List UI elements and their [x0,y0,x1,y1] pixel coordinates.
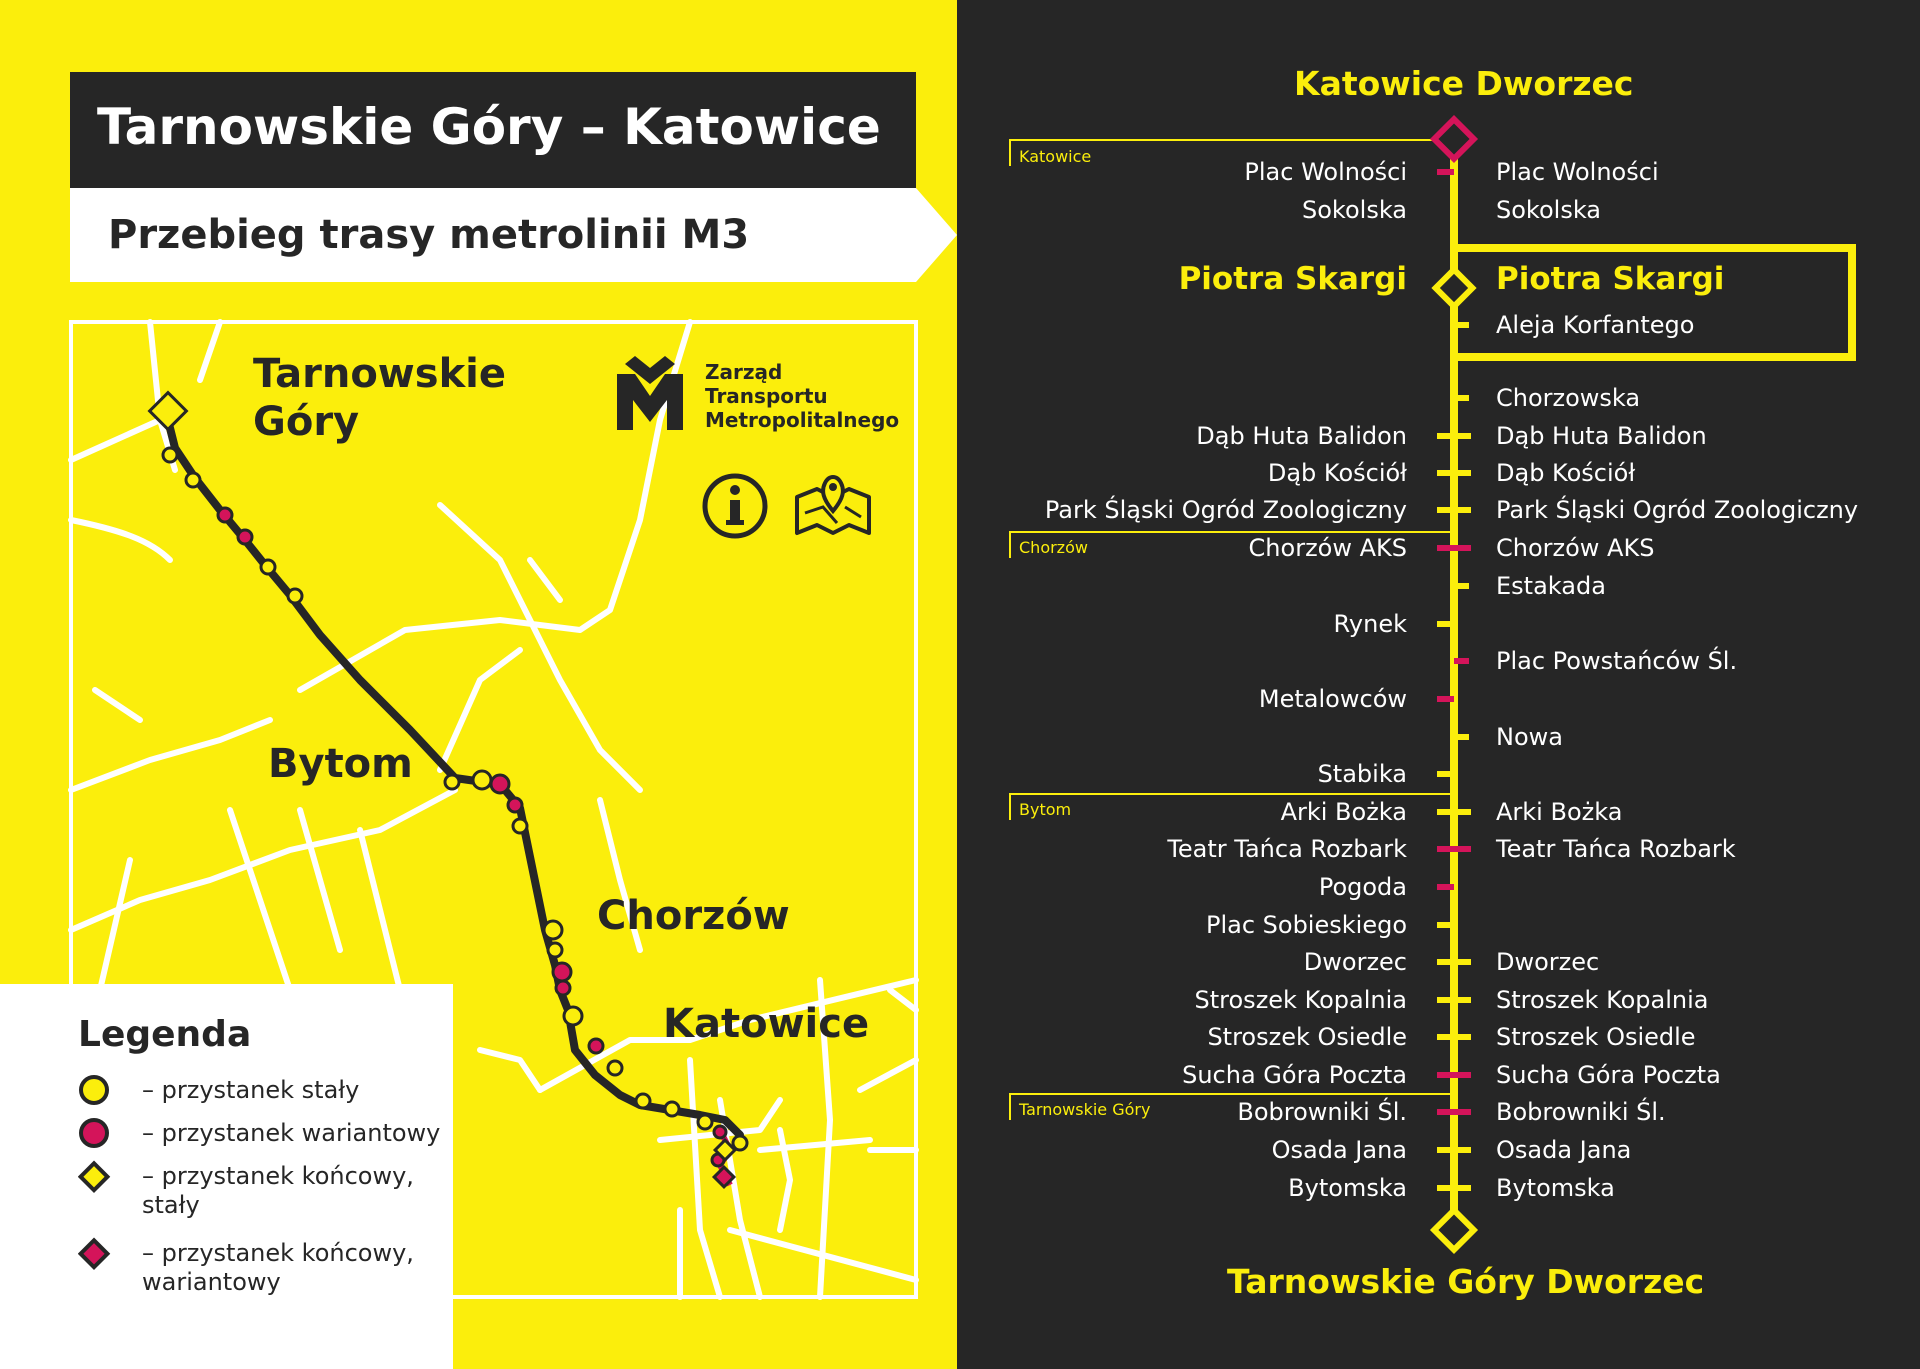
legend-label-line2: wariantowy [142,1268,281,1296]
stop-right: Chorzów AKS [1496,534,1655,562]
legend-label-line1: – przystanek końcowy, [142,1239,414,1267]
stop-right: Dąb Kościół [1496,459,1636,487]
page-title: Tarnowskie Góry – Katowice [97,98,881,156]
legend [0,984,453,1369]
city-label-katowice: Katowice [663,1001,870,1047]
stop-left: Plac Wolności [1244,158,1407,186]
legend-label-line2: stały [142,1191,200,1219]
city-label-line1: Tarnowskie [253,351,507,397]
stop-right: Plac Wolności [1496,158,1659,186]
stop-right: Arki Bożka [1496,798,1623,826]
diamond-magenta-icon [78,1237,112,1271]
legend-label: – przystanek wariantowy [142,1119,441,1147]
city-label-chorzow: Chorzów [597,893,790,939]
zone-label: Bytom [1019,800,1072,819]
stop-right: Chorzowska [1496,384,1641,412]
stop-right: Stroszek Osiedle [1496,1023,1696,1051]
legend-label [142,1162,414,1220]
logo-line-2: Transportu [705,384,828,408]
stop-left: Rynek [1333,610,1407,638]
stop-left: Arki Bożka [1280,798,1407,826]
stop-right: Sokolska [1496,196,1601,224]
stop-right: Teatr Tańca Rozbark [1496,835,1736,863]
stop-right: Aleja Korfantego [1496,311,1695,339]
zone-label: Tarnowskie Góry [1019,1100,1151,1119]
left-panel [0,0,957,1369]
subtitle [108,212,749,258]
stop-right: Nowa [1496,723,1563,751]
city-label-line2: Góry [253,399,360,445]
stop-right: Bytomska [1496,1174,1615,1202]
stop-left: Pogoda [1318,873,1407,901]
logo-line-3: Metropolitalnego [705,408,900,432]
zone-label: Chorzów [1019,538,1088,557]
subtitle-bar [70,188,916,282]
left-stop-list [957,0,1407,1369]
subtitle-prefix: Przebieg trasy metrolinii [108,212,682,258]
stop-left: Piotra Skargi [1178,261,1407,297]
stop-left: Stroszek Kopalnia [1194,986,1407,1014]
stop-right: Piotra Skargi [1496,261,1725,297]
stop-right: Sucha Góra Poczta [1496,1061,1721,1089]
stop-right: Dworzec [1496,948,1600,976]
stop-right: Park Śląski Ogród Zoologiczny [1496,496,1859,524]
terminus-bottom-marker [1434,1210,1474,1250]
stop-left: Chorzów AKS [1248,534,1407,562]
terminus-bottom: Tarnowskie Góry Dworzec [1227,1262,1705,1301]
stop-left: Osada Jana [1271,1136,1407,1164]
circle-magenta-icon [78,1117,112,1151]
legend-label: – przystanek stały [142,1076,360,1104]
legend-title: Legenda [78,1014,252,1055]
stop-left: Stabika [1317,760,1407,788]
line-name: M3 [681,212,750,258]
stop-right: Stroszek Kopalnia [1496,986,1709,1014]
title-bar [70,72,916,188]
legend-label [142,1239,414,1297]
stop-left: Dworzec [1303,948,1407,976]
piotra-skargi-marker [1436,270,1473,307]
city-label-tarnowskie-gory [253,350,506,446]
stop-left: Teatr Tańca Rozbark [1167,835,1407,863]
stop-right: Estakada [1496,572,1606,600]
stop-left: Sucha Góra Poczta [1182,1061,1407,1089]
stop-right: Dąb Huta Balidon [1496,422,1707,450]
legend-label-line1: – przystanek końcowy, [142,1162,414,1190]
city-label-bytom: Bytom [268,741,413,787]
terminus-top: Katowice Dworzec [1294,64,1634,103]
stop-left: Sokolska [1302,196,1407,224]
stop-left: Stroszek Osiedle [1207,1023,1407,1051]
stop-left: Dąb Huta Balidon [1196,422,1407,450]
diamond-yellow-icon [78,1160,112,1194]
logo-line-1: Zarząd [705,360,783,384]
stop-left: Plac Sobieskiego [1205,911,1407,939]
stop-right: Osada Jana [1496,1136,1632,1164]
info-icon[interactable] [701,472,769,540]
stop-left: Bobrowniki Śl. [1237,1098,1407,1126]
circle-yellow-icon [78,1074,112,1108]
stop-left: Metalowców [1258,685,1407,713]
terminus-top-marker [1434,119,1474,159]
ztm-logo-icon [615,352,685,432]
stop-left: Dąb Kościół [1267,459,1407,487]
zone-label: Katowice [1019,147,1092,166]
ztm-logo-text [705,360,899,432]
stop-left: Bytomska [1288,1174,1407,1202]
stop-right: Bobrowniki Śl. [1496,1098,1666,1126]
stop-left: Park Śląski Ogród Zoologiczny [1044,496,1407,524]
stop-right: Plac Powstańców Śl. [1496,647,1738,675]
schematic-panel [957,0,1920,1369]
map-pin-icon[interactable] [793,467,873,537]
